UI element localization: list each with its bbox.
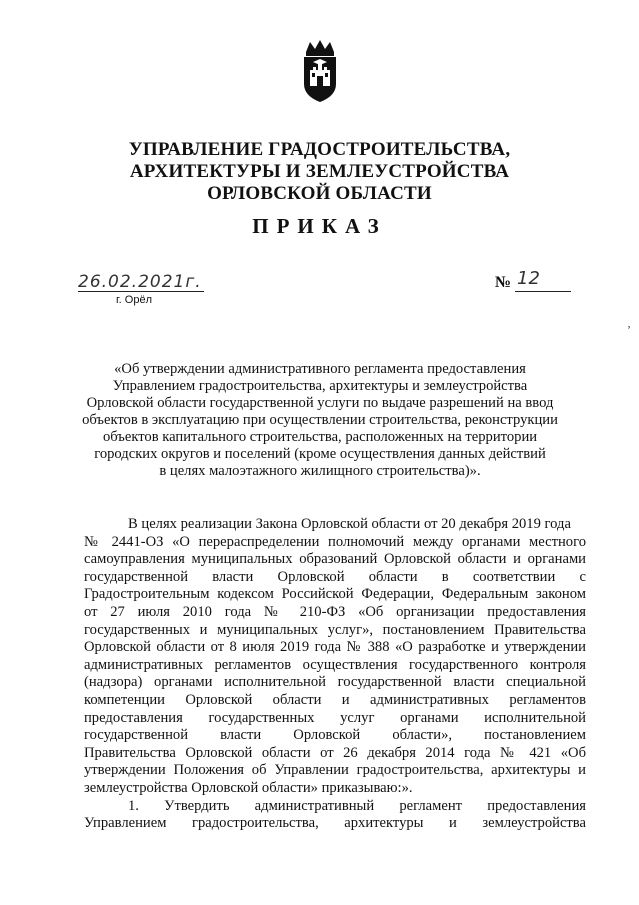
body-line: Управлением градостроительства, архитектуры и землеустройства (84, 815, 586, 832)
subject-line: объектов в эксплуатацию при осуществлении строительства, реконструкции (82, 412, 558, 428)
date-underline (78, 291, 204, 292)
body-line: государственной власти Орловской области в соответствии с (84, 568, 586, 585)
body-line: государственной власти Орловской области», постановлением (84, 727, 586, 744)
order-date: 26.02.2021г. (78, 272, 202, 292)
subject-line: в целях малоэтажного жилищного строительства)». (159, 463, 481, 479)
body-line: Орловской области от 8 июля 2019 года № 388 «О разработке и утверждении (84, 639, 586, 656)
order-number: 12 (517, 268, 540, 289)
coat-of-arms-emblem (298, 40, 342, 104)
subject-line: «Об утверждении административного регламента предоставления (114, 361, 526, 377)
body-line: 1. Утвердить административный регламент предоставления (128, 797, 586, 814)
body-line: государственных и муниципальных услуг», постановлением Правительства (84, 621, 586, 638)
body-line: Градостроительным кодексом Российской Федерации, Федеральным законом (84, 586, 586, 603)
subject-line: Управлением градостроительства, архитектуры и землеустройства (112, 378, 528, 394)
margin-mark: ‚ (627, 316, 631, 330)
body-line: В целях реализации Закона Орловской области от 20 декабря 2019 года (128, 516, 571, 532)
order-body (84, 516, 586, 833)
order-city: г. Орёл (116, 294, 152, 306)
agency-name-line-3: ОРЛОВСКОЙ ОБЛАСТИ (207, 183, 432, 204)
body-line: (надзора) органами исполнительной государственной власти специальной (84, 674, 586, 691)
number-underline (515, 291, 571, 292)
body-line: Правительства Орловской области от 26 декабря 2014 года № 421 «Об (84, 744, 586, 761)
body-line: № 2441-ОЗ «О перераспределении полномочий между органами местного (84, 533, 586, 550)
subject-line: объектов капитального строительства, расположенных на территории (102, 429, 538, 445)
body-line: от 27 июля 2010 года № 210-ФЗ «Об организации предоставления (84, 603, 586, 620)
body-line: землеустройства Орловской области» приказываю:». (84, 779, 413, 796)
body-line: компетенции Орловской области и административных регламентов (84, 691, 586, 708)
body-line: административных регламентов осуществления государственного контроля (84, 656, 586, 673)
number-label: № (495, 274, 512, 291)
subject-line: городских округов и поселений (кроме осуществления данных действий (94, 446, 546, 462)
order-subject (80, 361, 560, 480)
body-line: утверждении Положения об Управлении градостроительства, архитектуры и (84, 762, 586, 779)
body-line: самоуправления муниципальных образований Орловской области и органами (84, 551, 586, 568)
agency-name-line-1: УПРАВЛЕНИЕ ГРАДОСТРОИТЕЛЬСТВА, (128, 139, 511, 160)
subject-line: Орловской области государственной услуги по выдаче разрешений на ввод (86, 395, 554, 411)
agency-name-line-2: АРХИТЕКТУРЫ И ЗЕМЛЕУСТРОЙСТВА (129, 161, 510, 182)
document-type-title: ПРИКАЗ (252, 214, 387, 238)
body-line: предоставления государственных услуг органами исполнительной (84, 709, 586, 726)
